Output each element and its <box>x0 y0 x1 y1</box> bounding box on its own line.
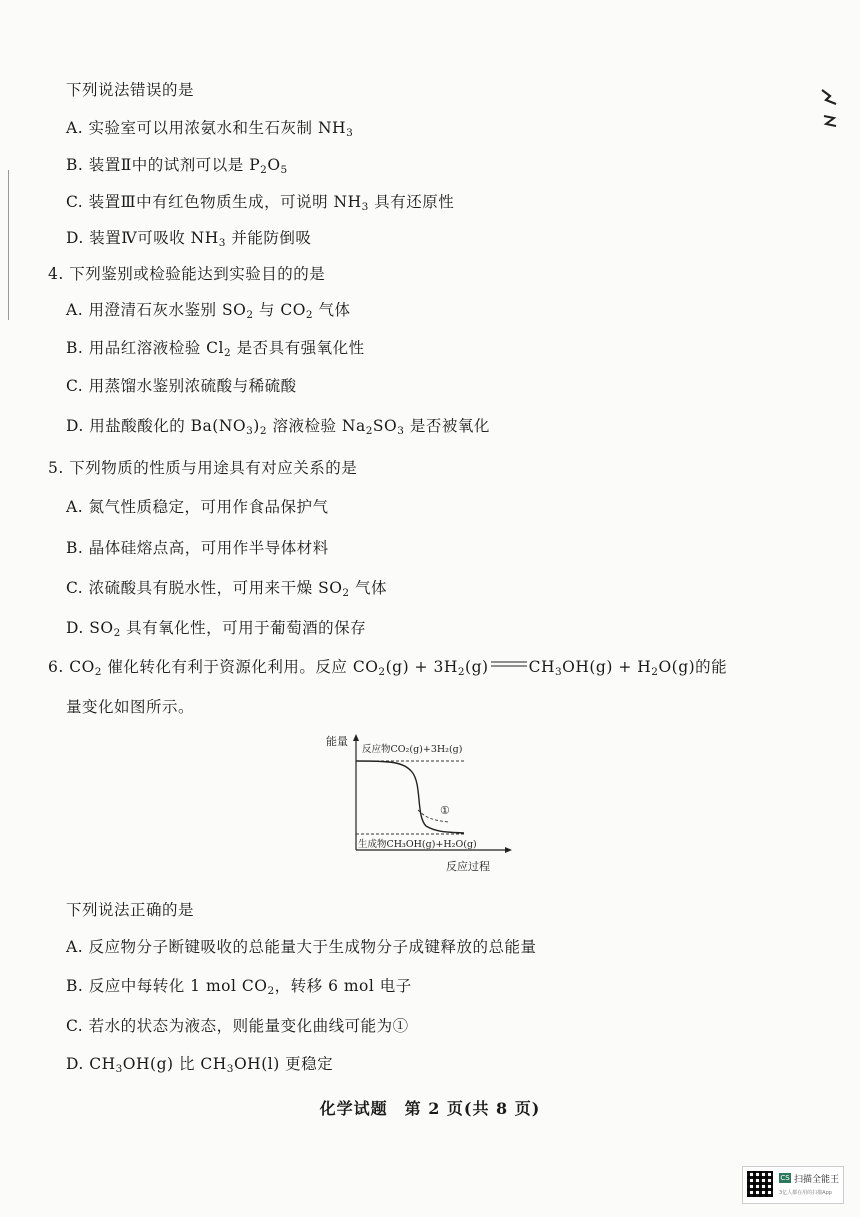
q5-stem: 5. 下列物质的性质与用途具有对应关系的是 <box>48 459 358 477</box>
x-axis-arrow <box>505 847 512 853</box>
curve-1-label: ① <box>440 804 450 817</box>
x-axis-label: 反应过程 <box>446 860 490 873</box>
qr-code-icon <box>747 1171 773 1197</box>
y-axis-label: 能量 <box>326 735 348 748</box>
q3-stem: 下列说法错误的是 <box>66 81 195 99</box>
q4-stem: 4. 下列鉴别或检验能达到实验目的的是 <box>48 265 326 283</box>
q5-option-b: B. 晶体硅熔点高，可用作半导体材料 <box>66 539 329 557</box>
scanner-watermark <box>742 1166 844 1204</box>
q4-option-d: D. 用盐酸酸化的 $Ba(NO_3)_2$ 溶液检验 $Na_2SO_3$ 是否被氧化 <box>66 417 490 437</box>
q5-option-d: D. $SO_2$ 具有氧化性，可用于葡萄酒的保存 <box>66 619 367 639</box>
q6-stem-line2: 量变化如图所示。 <box>66 698 195 716</box>
q4-option-c: C. 用蒸馏水鉴别浓硫酸与稀硫酸 <box>66 377 297 395</box>
q3-option-d: D. 装置Ⅳ可吸收 $NH_3$ 并能防倒吸 <box>66 229 312 249</box>
product-label: 生成物CH₃OH(g)+H₂O(g) <box>358 839 477 850</box>
camscanner-logo-icon: CS <box>780 1174 790 1182</box>
pen-mark-icon <box>820 86 840 130</box>
energy-diagram <box>322 728 512 878</box>
page-footer: 化学试题 第 2 页(共 8 页) <box>319 1099 541 1118</box>
y-axis-arrow <box>353 734 359 741</box>
q5-option-a: A. 氮气性质稳定，可用作食品保护气 <box>66 498 329 516</box>
equilibrium-arrow-icon <box>489 654 529 672</box>
q5-option-c: C. 浓硫酸具有脱水性，可用来干燥 $SO_2$ 气体 <box>66 579 388 599</box>
q3-option-c: C. 装置Ⅲ中有红色物质生成，可说明 $NH_3$ 具有还原性 <box>66 193 455 213</box>
q3-option-b: B. 装置Ⅱ中的试剂可以是 $P_2O_5$ <box>66 156 288 176</box>
q6-option-d: D. $CH_3OH(g)$ 比 $CH_3OH(l)$ 更稳定 <box>66 1055 334 1075</box>
q6-option-c: C. 若水的状态为液态，则能量变化曲线可能为① <box>66 1017 409 1035</box>
scan-edge <box>8 170 9 320</box>
q6-stem-line3: 下列说法正确的是 <box>66 901 195 919</box>
reactant-label: 反应物CO₂(g)+3H₂(g) <box>362 744 463 755</box>
q3-option-a: A. 实验室可以用浓氨水和生石灰制 $NH_3$ <box>66 119 354 139</box>
q6-stem-line1: 6. $CO_2$ 催化转化有利于资源化利用。反应 $CO_2(g) + 3H_2(g) CH_3OH(g) + H_2O(g)$的能 <box>48 655 727 678</box>
watermark-title: 扫描全能王 <box>794 1175 840 1185</box>
q4-option-a: A. 用澄清石灰水鉴别 $SO_2$ 与 $CO_2$ 气体 <box>66 301 351 321</box>
watermark-subtitle: 3亿人都在用的扫描App <box>779 1190 832 1196</box>
q6-option-a: A. 反应物分子断键吸收的总能量大于生成物分子成键释放的总能量 <box>66 938 537 956</box>
q6-option-b: B. 反应中每转化 1 mol $CO_2$，转移 6 mol 电子 <box>66 977 412 997</box>
q4-option-b: B. 用品红溶液检验 $Cl_2$ 是否具有强氧化性 <box>66 339 365 359</box>
